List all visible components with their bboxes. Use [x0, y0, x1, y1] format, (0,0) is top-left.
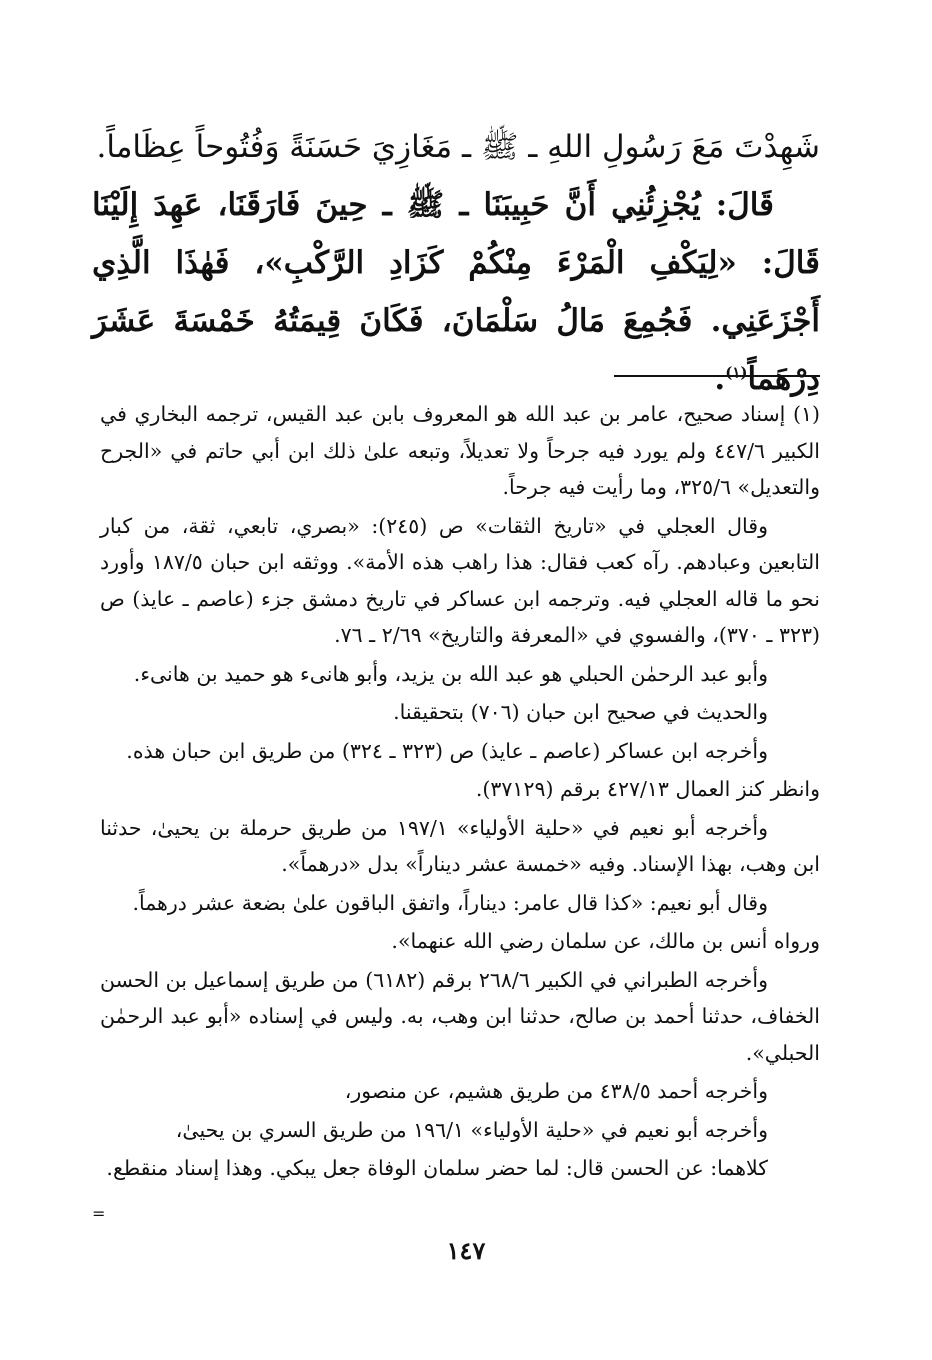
continuation-marker: =: [92, 1204, 106, 1223]
footnote-1: (١) إسناد صحيح، عامر بن عبد الله هو المعروف بابن عبد القيس، ترجمه البخاري في الكبير ٤٤٧/٦ ولم يورد فيه جرحاً ولا تعديلاً، وتبعه علىٰ ذلك ابن أبي حاتم في «الجرح والتعديل» ٣٢٥/٦، وما رأيت فيه جرحاً.: [100, 402, 820, 499]
footnotes: [100, 396, 820, 1189]
footnote-paragraph: وأخرجه الطبراني في الكبير ٢٦٨/٦ برقم (٦١٨٢) من طريق إسماعيل بن الحسن الخفاف، حدثنا أحمد بن صالح، حدثنا ابن وهب، به. وليس في إسناده «أبو عبد الرحمٰن الحبلي».: [100, 967, 820, 1065]
footnote-paragraph: ورواه أنس بن مالك، عن سلمان رضي الله عنهما».: [391, 929, 820, 953]
footnote-paragraph: وأخرجه أبو نعيم في «حلية الأولياء» ١٩٦/١ من طريق السري بن يحيىٰ،: [175, 1117, 768, 1142]
main-paragraph-2-end: .: [714, 361, 726, 397]
main-text: [92, 118, 820, 408]
page-number: ١٤٧: [446, 1236, 486, 1265]
footnote-paragraph: وقال أبو نعيم: «كذا قال عامر: ديناراً، واتفق الباقون علىٰ بضعة عشر درهماً.: [132, 890, 768, 915]
main-paragraph-2: [92, 176, 820, 408]
footnote-paragraph: وأخرجه ابن عساكر (عاصم ـ عايذ) ص (٣٢٣ ـ ٣٢٤) من طريق ابن حبان هذه.: [126, 738, 768, 763]
main-paragraph-2-text: قَالَ: يُجْزِئُنِي أَنَّ حَبِيبَنَا ـ ﷺ ـ حِينَ فَارَقَنَا، عَهِدَ إِلَيْنَا قَالَ: «لِيَكْفِ الْمَرْءَ مِنْكُمْ كَزَادِ الرَّكْبِ»، فَهٰذَا الَّذِي أَجْزَعَنِي. فَجُمِعَ مَالُ سَلْمَانَ، فَكَانَ قِيمَتُهُ خَمْسَةَ عَشَرَ دِرْهَماً: [92, 187, 820, 397]
footnote-paragraph: وأبو عبد الرحمٰن الحبلي هو عبد الله بن يزيد، وأبو هانىء هو حميد بن هانىء.: [133, 661, 768, 686]
footnote-reference: (١): [725, 363, 748, 382]
footnote-separator: [614, 375, 820, 377]
footnote-paragraph: وانظر كنز العمال ٤٢٧/١٣ برقم (٣٧١٢٩).: [475, 777, 820, 801]
footnote-paragraph: وقال العجلي في «تاريخ الثقات» ص (٢٤٥): «بصري، تابعي، ثقة، من كبار التابعين وعبادهم. رآه كعب فقال: هذا راهب هذه الأمة». ووثقه ابن حبان ١٨٧/٥ وأورد نحو ما قاله العجلي فيه. وترجمه ابن عساكر في تاريخ دمشق جزء (عاصم ـ عايذ) ص (٣٢٣ ـ ٣٧٠)، والفسوي في «المعرفة والتاريخ» ٢/٦٩ ـ ٧٦.: [100, 513, 821, 647]
footnote-paragraph: وأخرجه أبو نعيم في «حلية الأولياء» ١٩٧/١ من طريق حرملة بن يحيىٰ، حدثنا ابن وهب، بهذا الإسناد. وفيه «خمسة عشر ديناراً» بدل «درهماً».: [100, 815, 820, 876]
main-paragraph-1: شَهِدْتَ مَعَ رَسُولِ اللهِ ـ ﷺ ـ مَغَازِيَ حَسَنَةً وَفُتُوحاً عِظَاماً.: [96, 129, 820, 165]
footnote-paragraph: والحديث في صحيح ابن حبان (٧٠٦) بتحقيقنا.: [393, 700, 768, 724]
footnote-paragraph: كلاهما: عن الحسن قال: لما حضر سلمان الوفاة جعل يبكي. وهذا إسناد منقطع.: [106, 1156, 768, 1180]
footnote-paragraph: وأخرجه أحمد ٤٣٨/٥ من طريق هشيم، عن منصور،: [344, 1079, 768, 1103]
